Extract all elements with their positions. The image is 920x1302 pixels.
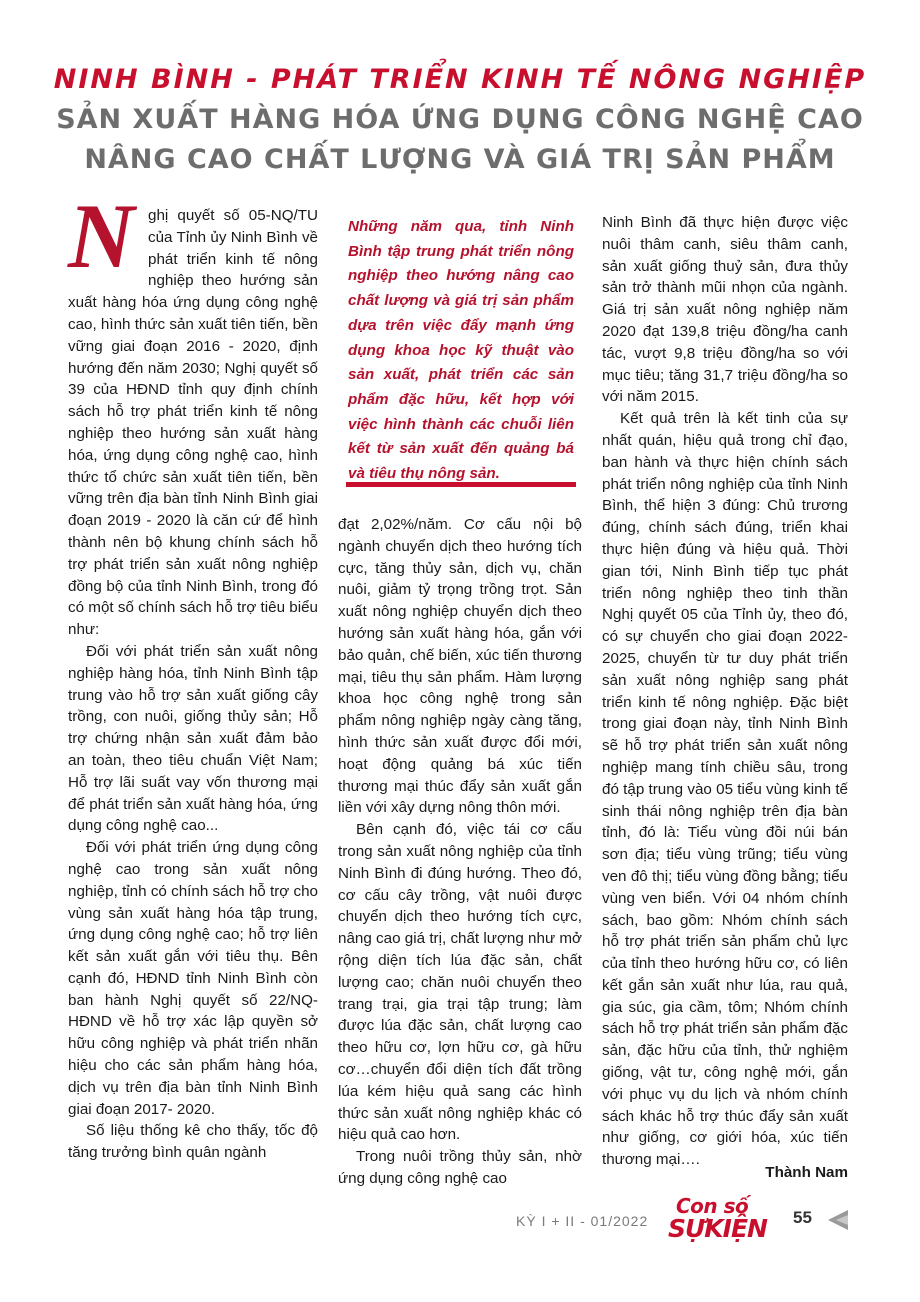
pull-quote-rule	[346, 482, 576, 487]
pull-quote: Những năm qua, tỉnh Ninh Bình tập trung phát triển nông nghiệp theo hướng nâng cao chất lượng và giá trị sản phẩm dựa trên việc đẩy mạnh ứng dụng khoa học kỹ thuật vào sản xuất, phát triển các sản phẩm đặc hữu, kết hợp với việc hình thành các chuỗi liên kết từ sản xuất đến quảng bá và tiêu thụ nông sản.	[348, 218, 574, 483]
magazine-logo	[668, 1194, 788, 1243]
paragraph: Kết quả trên là kết tinh của sự nhất quán, hiệu quả trong chỉ đạo, ban hành và thực hiện chính sách phát triển nông nghiệp của tỉnh Ninh Bình, thể hiện 3 đúng: Chủ trương đúng, chính sách đúng, triển khai thực hiện đúng và hiệu quả. Thời gian tới, Ninh Bình tiếp tục phát triển nông nghiệp theo tinh thần Nghị quyết 05 của Tỉnh ủy, theo đó, có sự chuyển cho giai đoạn 2022-2025, chuyển từ tư duy phát triển sản xuất nông nghiệp sang phát triển kinh tế nông nghiệp. Đặc biệt trong giai đoạn này, tỉnh Ninh Bình sẽ hỗ trợ phát triển sản xuất nông nghiệp mang tính chiều sâu, trong đó tập trung vào 05 tiểu vùng kinh tế sinh thái nông nghiệp trên địa bàn tỉnh, đó là: Tiểu vùng đồi núi bán sơn địa; tiểu vùng trũng; tiểu vùng ven đô thị; tiểu vùng đồng bằng; tiểu vùng ven biển. Với 04 nhóm chính sách, bao gồm: Nhóm chính sách hỗ trợ phát triển sản phẩm chủ lực của tỉnh theo hướng hữu cơ, có liên kết gắn sản xuất như lúa, rau quả, gia súc, gia cầm, tôm; Nhóm chính sách hỗ trợ phát triển sản phẩm đặc sản, đặc hữu của tỉnh, thử nghiệm giống, vật tư, công nghệ mới, gắn với phục vụ du lịch và nhóm chính sách khác hỗ trợ thúc đẩy sản xuất như giống, cơ giới hóa, xúc tiến thương mại….	[602, 410, 848, 1169]
paragraph: Số liệu thống kê cho thấy, tốc độ tăng trưởng bình quân ngành	[68, 1122, 318, 1162]
logo-line-2: SỰKIỆN	[668, 1214, 767, 1243]
arrow-left-icon	[826, 1208, 850, 1232]
column-1	[68, 185, 318, 1164]
paragraph: Đối với phát triển sản xuất nông nghiệp hàng hóa, tỉnh Ninh Bình tập trung vào hỗ trợ sản xuất giống cây trồng, con nuôi, giống thủy sản; Hỗ trợ chứng nhận sản xuất đảm bảo an toàn, theo tiêu chuẩn Việt Nam; Hỗ trợ lãi suất vay vốn thương mại để phát triển sản xuất hàng hóa, ứng dụng công nghệ cao...	[68, 642, 318, 835]
page-number: 55	[793, 1208, 812, 1227]
title-line-1: NINH BÌNH - PHÁT TRIỂN KINH TẾ NÔNG NGHIỆP	[53, 64, 867, 95]
drop-cap-letter: N	[68, 185, 135, 287]
article-title	[0, 60, 920, 180]
paragraph: Đối với phát triển ứng dụng công nghệ cao trong sản xuất nông nghiệp, tỉnh có chính sách hỗ trợ cho vùng sản xuất hàng hóa tập trung, ứng dụng công nghệ cao; hỗ trợ liên kết sản xuất gắn với tiêu thụ. Bên cạnh đó, HĐND tỉnh Ninh Bình còn ban hành Nghị quyết số 22/NQ-HĐND về hỗ trợ xác lập quyền sở hữu công nghiệp và phát triển nhãn hiệu cho các sản phẩm hàng hóa, dịch vụ trên địa bàn tỉnh Ninh Bình giai đoạn 2017- 2020.	[68, 839, 318, 1118]
paragraph: đạt 2,02%/năm. Cơ cấu nội bộ ngành chuyển dịch theo hướng tích cực, tăng thủy sản, dịch vụ, chăn nuôi, giảm tỷ trọng trồng trọt. Sản xuất nông nghiệp chuyển dịch theo hướng sản xuất hàng hóa, gắn với bảo quản, chế biến, xúc tiến thương mại, tiêu thụ sản phẩm. Hàm lượng khoa học công nghệ trong sản phẩm nông nghiệp ngày càng tăng, hình thức sản xuất được đổi mới, hoạt động quảng bá xúc tiến thương mại thúc đẩy sản xuất gắn liền với xây dựng nông thôn mới.	[338, 516, 582, 817]
drop-cap	[64, 185, 144, 287]
issue-label: KỲ I + II - 01/2022	[516, 1213, 649, 1229]
paragraph: Trong nuôi trồng thủy sản, nhờ ứng dụng công nghệ cao	[338, 1148, 582, 1187]
logo-line-1: Con số	[676, 1194, 749, 1218]
column-2	[338, 514, 582, 1190]
paragraph: ghị quyết số 05-NQ/TU của Tỉnh ủy Ninh Bình về phát triển kinh tế nông nghiệp theo hướng sản xuất hàng hóa ứng dụng công nghệ cao, hình thức sản xuất tiên tiến, bền vững giai đoạn 2016 - 2020, định hướng đến năm 2030; Nghị quyết số 39 của HĐND tỉnh quy định chính sách hỗ trợ phát triển kinh tế nông nghiệp theo hướng sản xuất hàng hóa, ứng dụng công nghệ cao, hình thức tổ chức sản xuất tiên tiến, bền vững trên địa bàn tỉnh Ninh Bình giai đoạn 2019 - 2020 là căn cứ để hình thành nên bộ khung chính sách hỗ trợ phát triển sản xuất nông nghiệp đồng bộ của tỉnh Ninh Bình, trong đó có một số chính sách hỗ trợ tiêu biểu như:	[68, 207, 318, 639]
title-line-2: SẢN XUẤT HÀNG HÓA ỨNG DỤNG CÔNG NGHỆ CAO	[56, 104, 864, 135]
paragraph: Ninh Bình đã thực hiện được việc nuôi thâm canh, siêu thâm canh, sản xuất giống thuỷ sản, đưa thủy sản trở thành mũi nhọn của ngành. Giá trị sản xuất nông nghiệp năm 2020 đạt 139,8 triệu đồng/ha canh tác, vượt 9,8 triệu đồng/ha so với mục tiêu; tăng 31,7 triệu đồng/ha so với năm 2015.	[602, 214, 848, 406]
author-name: Thành Nam	[765, 1164, 848, 1181]
paragraph: Bên cạnh đó, việc tái cơ cấu trong sản xuất nông nghiệp của tỉnh Ninh Bình đi đúng hướng. Theo đó, cơ cấu cây trồng, vật nuôi được chuyển dịch theo hướng tích cực, nâng cao giá trị, chất lượng như mở rộng diện tích lúa đặc sản, chất lượng cao; chăn nuôi chuyển theo trang trại, gia trại tập trung; làm được lúa đặc sản, chất lượng cao theo hữu cơ, lợn hữu cơ, gà hữu cơ…chuyển đổi diện tích đất trồng lúa kém hiệu quả sang các hình thức sản xuất nông nghiệp khác có hiệu quả cao hơn.	[338, 821, 582, 1144]
column-3	[602, 212, 848, 1171]
title-line-3: NÂNG CAO CHẤT LƯỢNG VÀ GIÁ TRỊ SẢN PHẨM	[84, 144, 836, 175]
